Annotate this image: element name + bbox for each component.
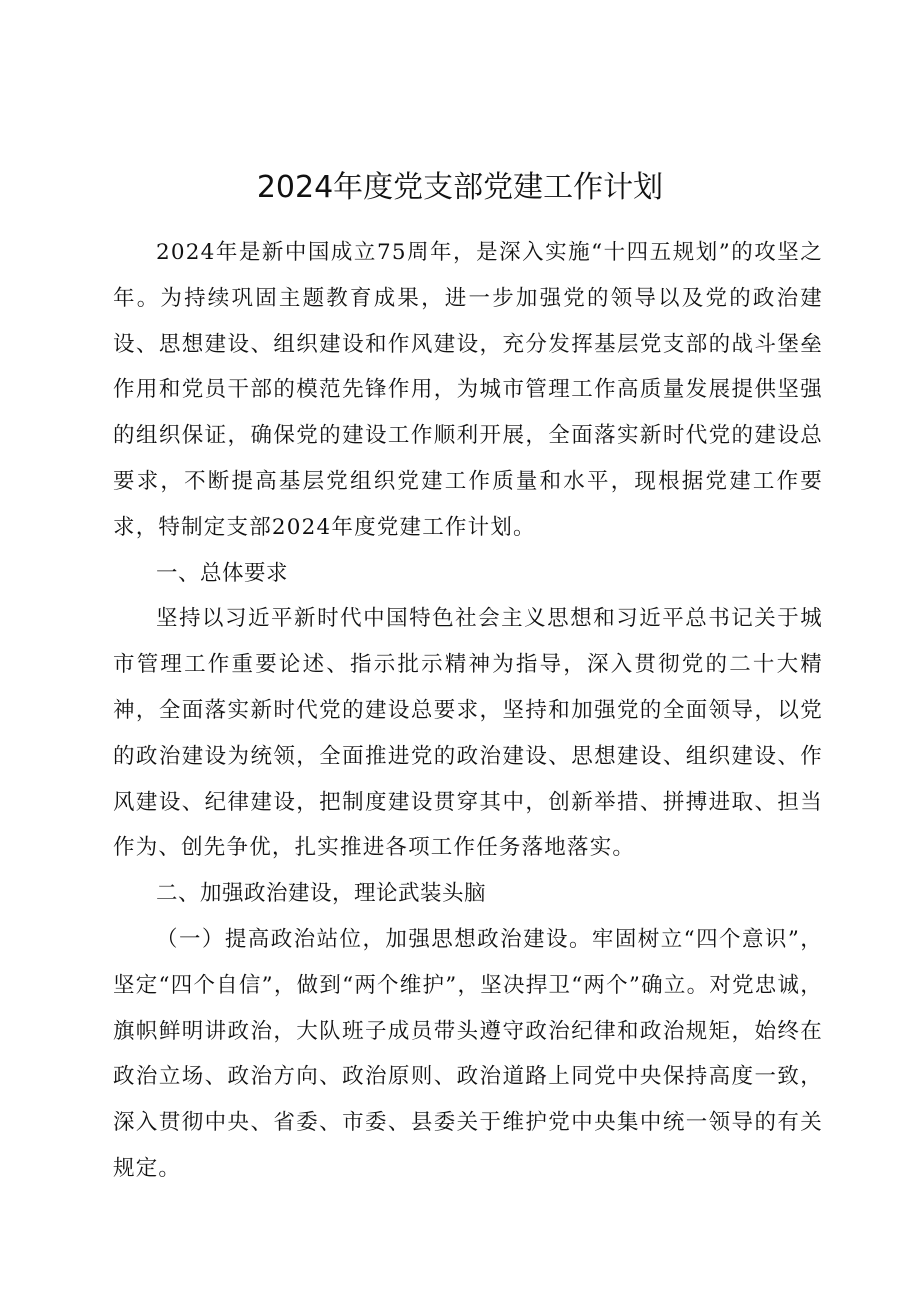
intro-paragraph: 2024年是新中国成立75周年，是深入实施“十四五规划”的攻坚之年。为持续巩固主题教育成果，进一步加强党的领导以及党的政治建设、思想建设、组织建设和作风建设，充分发挥基层党支部的战斗堡垒作用和党员干部的模范先锋作用，为城市管理工作高质量发展提供坚强的组织保证，确保党的建设工作顺利开展，全面落实新时代党的建设总要求，不断提高基层党组织党建工作质量和水平，现根据党建工作要求，特制定支部2024年度党建工作计划。 — [113, 240, 823, 540]
section-heading-political-building: 二、加强政治建设，理论武装头脑 — [156, 881, 487, 907]
document-title: 2024年度党支部党建工作计划 — [256, 170, 664, 205]
section-heading-overall-requirements: 一、总体要求 — [156, 560, 289, 586]
overall-requirements-paragraph: 坚持以习近平新时代中国特色社会主义思想和习近平总书记关于城市管理工作重要论述、指示批示精神为指导，深入贯彻党的二十大精神，全面落实新时代党的建设总要求，坚持和加强党的全面领导，以党的政治建设为统领，全面推进党的政治建设、思想建设、组织建设、作风建设、纪律建设，把制度建设贯穿其中，创新举措、拼搏进取、担当作为、创先争优，扎实推进各项工作任务落地落实。 — [113, 606, 823, 861]
political-building-item-1: （一）提高政治站位，加强思想政治建设。牢固树立“四个意识”，坚定“四个自信”，做到“两个维护”，坚决捍卫“两个”确立。对党忠诚，旗帜鲜明讲政治，大队班子成员带头遵守政治纪律和政治规矩，始终在政治立场、政治方向、政治原则、政治道路上同党中央保持高度一致，深入贯彻中央、省委、市委、县委关于维护党中央集中统一领导的有关规定。 — [113, 926, 823, 1181]
document-body — [113, 230, 823, 1192]
